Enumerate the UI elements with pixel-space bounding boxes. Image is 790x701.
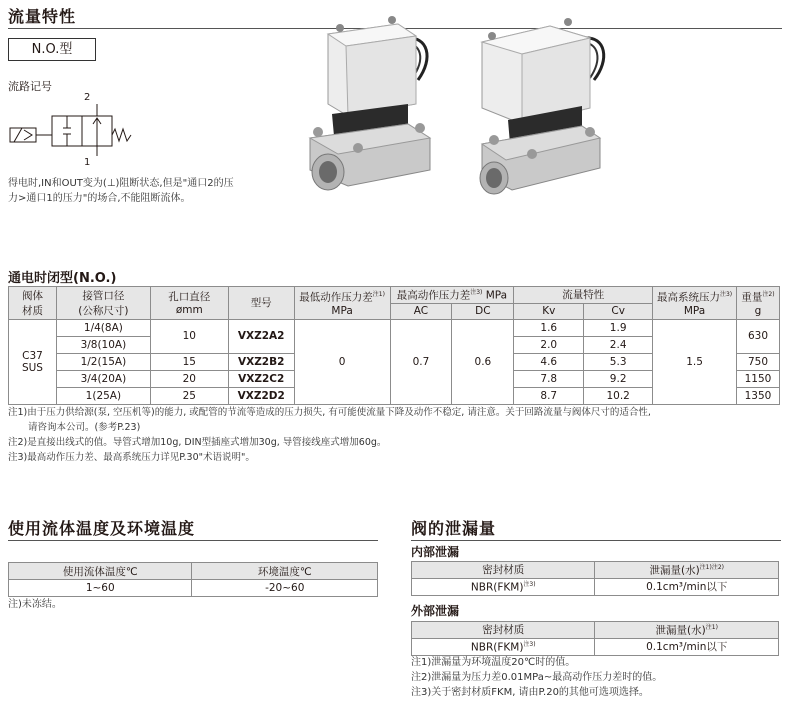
port-cell: 1(25A)	[56, 387, 150, 404]
cv-cell: 10.2	[584, 387, 653, 404]
port-2-label: 2	[84, 92, 91, 103]
orifice-cell: 25	[150, 387, 228, 404]
th-dc: DC	[452, 303, 514, 319]
symbol-label: 流路记号	[8, 80, 52, 93]
th-max-diff-pressure: 最高动作压力差$^{注3)}$ MPa	[390, 287, 514, 304]
kv-cell: 4.6	[514, 353, 584, 370]
fluid-temperature-cell: 1~60	[9, 580, 192, 597]
temperature-note: 注)未冻结。	[8, 599, 62, 610]
seal-material-cell: NBR(FKM)$^{注3)}$	[412, 578, 595, 595]
th-fluid-temperature: 使用流体温度℃	[9, 563, 192, 580]
internal-leak-table	[411, 561, 779, 596]
orifice-cell: 10	[150, 319, 228, 353]
cv-cell: 9.2	[584, 370, 653, 387]
port-1-label: 1	[84, 157, 91, 168]
kv-cell: 2.0	[514, 336, 584, 353]
ac-cell: 0.7	[390, 319, 452, 404]
th-port-size: 接管口径 (公称尺寸)	[56, 287, 150, 320]
cv-cell: 1.9	[584, 319, 653, 336]
table-row	[9, 319, 780, 336]
flow-description: 得电时,IN和OUT变为(⊥)阻断状态,但是"通口2的压 力>通口1的压力"的场合,不能阻断流体。	[8, 178, 234, 204]
orifice-cell: 15	[150, 353, 228, 370]
th-flow: 流量特性	[514, 287, 653, 304]
th-weight: 重量$^{注2)}$ g	[736, 287, 779, 320]
dc-cell: 0.6	[452, 319, 514, 404]
weight-cell: 750	[736, 353, 779, 370]
th-seal-material: 密封材质	[412, 622, 595, 639]
valve-product-image-right	[472, 8, 622, 208]
th-ac: AC	[390, 303, 452, 319]
port-cell: 3/8(10A)	[56, 336, 150, 353]
leakage-notes: 注1)泄漏量为环境温度20℃时的值。 注2)泄漏量为压力差0.01MPa~最高动作压力差时的值。 注3)关于密封材质FKM, 请由P.20的其他可选项选择。	[411, 657, 663, 698]
th-model: 型号	[228, 287, 294, 320]
valve-product-image-left	[288, 8, 448, 208]
orifice-cell: 20	[150, 370, 228, 387]
temperature-section-title: 使用流体温度及环境温度	[8, 519, 196, 538]
body-material-cell: C37 SUS	[9, 319, 57, 404]
max-system-cell: 1.5	[653, 319, 737, 404]
th-ambient-temperature: 环境温度℃	[192, 563, 378, 580]
leak-amount-cell: 0.1cm³/min以下	[595, 578, 779, 595]
leakage-section-rule	[411, 540, 781, 541]
th-orifice: 孔口直径 ømm	[150, 287, 228, 320]
model-cell: VXZ2C2	[228, 370, 294, 387]
min-diff-cell: 0	[294, 319, 390, 404]
th-body-material: 阀体 材质	[9, 287, 57, 320]
cv-cell: 2.4	[584, 336, 653, 353]
temperature-table	[8, 562, 378, 597]
model-cell: VXZ2D2	[228, 387, 294, 404]
leakage-section-title: 阀的泄漏量	[411, 519, 497, 538]
th-leak-amount: 泄漏量(水)$^{注1)}$	[595, 622, 779, 639]
th-seal-material: 密封材质	[412, 562, 595, 579]
internal-leak-title: 内部泄漏	[411, 545, 460, 559]
th-cv: Cv	[584, 303, 653, 319]
weight-cell: 1350	[736, 387, 779, 404]
table-row	[412, 638, 779, 655]
leak-amount-cell: 0.1cm³/min以下	[595, 638, 779, 655]
table-row	[412, 578, 779, 595]
weight-cell: 630	[736, 319, 779, 353]
flow-section-title: 流量特性	[8, 7, 77, 26]
port-cell: 1/2(15A)	[56, 353, 150, 370]
valve-circuit-symbol	[6, 94, 136, 164]
th-kv: Kv	[514, 303, 584, 319]
spec-notes: 注1)由于压力供给源(泵, 空压机等)的能力, 或配管的节流等造成的压力损失, 有可能使流量下降及动作不稳定, 请注意。关于回路流量与阀体尺寸的适合性, 请咨询本公司。(参考P.23) 注2)是直接出线式的值。导管式增加10g, DIN型插座式增加30g, 导管接线座式增加60g。 注3)最高动作压力差、最高系统压力详见P.30"术语说明"。	[8, 407, 651, 463]
model-cell: VXZ2A2	[228, 319, 294, 353]
spec-table	[8, 286, 780, 405]
cv-cell: 5.3	[584, 353, 653, 370]
ambient-temperature-cell: -20~60	[192, 580, 378, 597]
temperature-section-rule	[8, 540, 378, 541]
port-cell: 3/4(20A)	[56, 370, 150, 387]
kv-cell: 1.6	[514, 319, 584, 336]
th-min-diff-pressure: 最低动作压力差$^{注1)}$ MPa	[294, 287, 390, 320]
weight-cell: 1150	[736, 370, 779, 387]
kv-cell: 7.8	[514, 370, 584, 387]
seal-material-cell: NBR(FKM)$^{注3)}$	[412, 638, 595, 655]
external-leak-title: 外部泄漏	[411, 604, 460, 618]
kv-cell: 8.7	[514, 387, 584, 404]
table-row	[9, 580, 378, 597]
th-leak-amount: 泄漏量(水)$^{注1)注2)}$	[595, 562, 779, 579]
no-type-badge: N.O.型	[8, 38, 96, 61]
external-leak-table	[411, 621, 779, 656]
spec-table-title: 通电时闭型(N.O.)	[8, 271, 117, 286]
th-max-system-pressure: 最高系统压力$^{注3)}$ MPa	[653, 287, 737, 320]
model-cell: VXZ2B2	[228, 353, 294, 370]
port-cell: 1/4(8A)	[56, 319, 150, 336]
